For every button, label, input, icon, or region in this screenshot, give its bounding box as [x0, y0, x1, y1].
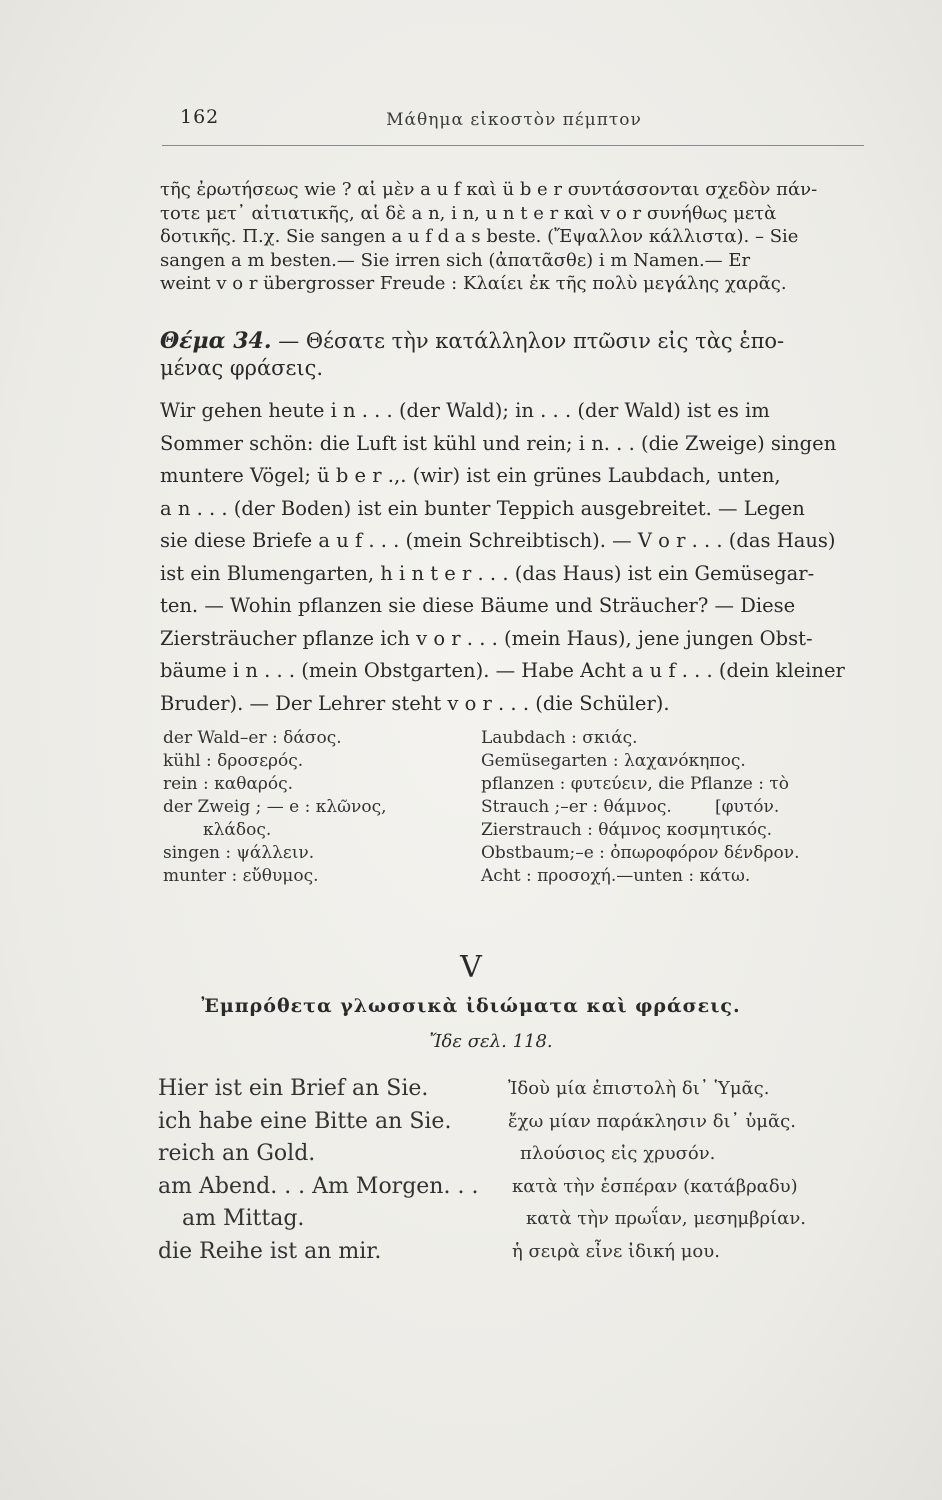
- intro-line: sangen a m besten.— Sie irren sich (ἀπατᾶσθε) i m Namen.— Er: [160, 249, 751, 271]
- exercise-line: bäume i n . . . (mein Obstgarten). — Habe Acht a u f . . . (dein kleiner: [160, 659, 845, 682]
- greek-phrase: ἔχω μίαν παράκλησιν δι᾽ ὑμᾶς.: [508, 1110, 796, 1132]
- exercise-text: [160, 395, 870, 720]
- exercise-line: muntere Vögel; ü b e r .,. (wir) ist ein grünes Laubdach, unten,: [160, 464, 781, 487]
- vocab-entry: Strauch ;–er : θάμνος. [φυτόν.: [481, 797, 780, 817]
- greek-phrase: ἡ σειρὰ εἶνε ἰδική μου.: [512, 1240, 720, 1262]
- german-phrase: ich habe eine Bitte an Sie.: [158, 1108, 452, 1134]
- vocab-entry: rein : καθαρός.: [163, 774, 294, 794]
- vocab-entry: Zierstrauch : θάμνος κοσμητικός.: [481, 820, 773, 840]
- german-phrase: am Abend. . . Am Morgen. . .: [158, 1173, 479, 1199]
- exercise-line: Ziersträucher pflanze ich v o r . . . (mein Haus), jene jungen Obst-: [160, 626, 813, 650]
- page-header: [164, 106, 864, 146]
- running-head: Μάθημα εἰκοστὸν πέμπτον: [386, 110, 642, 130]
- german-phrase: am Mittag.: [182, 1206, 305, 1231]
- german-phrase: die Reihe ist an mir.: [158, 1238, 382, 1264]
- greek-phrase: Ἰδοὺ μία ἐπιστολὴ δι᾽ Ὑμᾶς.: [508, 1078, 770, 1099]
- vocab-entry: munter : εὔθυμος.: [163, 866, 319, 886]
- vocab-entry: der Zweig ; — e : κλῶνος,: [163, 797, 387, 817]
- exercise-instruction: — Θέσατε τὴν κατάλληλον πτῶσιν εἰς τὰς ἑπο-: [271, 329, 785, 353]
- exercise-line: Bruder). — Der Lehrer steht v o r . . . (die Schüler).: [160, 691, 670, 715]
- page-number: 162: [180, 106, 220, 128]
- vocabulary-left-column: [163, 727, 463, 888]
- intro-paragraph: [160, 178, 870, 296]
- greek-phrases: [508, 1073, 888, 1268]
- vocab-entry: der Wald–er : δάσος.: [163, 728, 342, 748]
- vocab-entry: Obstbaum;–e : ὀπωροφόρον δένδρον.: [481, 843, 800, 863]
- exercise-line: Wir gehen heute i n . . . (der Wald); in . . . (der Wald) ist es im: [160, 399, 770, 422]
- exercise-line: sie diese Briefe a u f . . . (mein Schreibtisch). — V o r . . . (das Haus): [160, 529, 836, 552]
- intro-line: τοτε μετ᾽ αἰτιατικῆς, αἱ δὲ a n, i n, u n t e r καὶ v o r συνήθως μετὰ: [160, 202, 777, 224]
- exercise-line: ten. — Wohin pflanzen sie diese Bäume und Sträucher? — Diese: [160, 594, 796, 617]
- vocab-entry: Acht : προσοχή.—unten : κάτω.: [481, 866, 751, 886]
- german-phrase: reich an Gold.: [158, 1141, 316, 1166]
- vocab-entry: pflanzen : φυτεύειν, die Pflanze : τὸ: [481, 774, 790, 794]
- intro-line: τῆς ἐρωτήσεως wie ? αἱ μὲν a u f καὶ ü b e r συντάσσονται σχεδὸν πάν-: [160, 179, 818, 200]
- german-phrase: Hier ist ein Brief an Sie.: [158, 1076, 429, 1101]
- vocab-entry: Laubdach : σκιάς.: [481, 728, 638, 748]
- exercise-line: a n . . . (der Boden) ist ein bunter Teppich ausgebreitet. — Legen: [160, 496, 805, 520]
- vocab-entry: kühl : δροσερός.: [163, 751, 304, 771]
- exercise-heading: [160, 328, 870, 382]
- header-rule: [162, 145, 864, 146]
- vocabulary-right-column: [481, 727, 881, 888]
- greek-phrase: κατὰ τὴν ἑσπέραν (κατάβραδυ): [512, 1175, 798, 1197]
- greek-phrase: πλούσιος εἰς χρυσόν.: [520, 1143, 716, 1164]
- exercise-line: ist ein Blumengarten, h i n t e r . . . (das Haus) ist ein Gemüsegar-: [160, 561, 815, 585]
- vocab-entry: κλάδος.: [203, 820, 272, 840]
- intro-line: δοτικῆς. Π.χ. Sie sangen a u f d a s beste. (Ἔψαλλον κάλλιστα). – Sie: [160, 226, 799, 247]
- section-reference: Ἴδε σελ. 118.: [429, 1031, 553, 1052]
- vocab-entry: Gemüsegarten : λαχανόκηπος.: [481, 751, 746, 771]
- german-phrases: [158, 1073, 508, 1268]
- section-numeral: V: [460, 950, 482, 985]
- vocab-entry: singen : ψάλλειν.: [163, 843, 315, 863]
- exercise-instruction-cont: μένας φράσεις.: [160, 356, 324, 380]
- exercise-line: Sommer schön: die Luft ist kühl und rein; i n. . . (die Zweige) singen: [160, 431, 837, 455]
- section-title: Ἐμπρόθετα γλωσσικὰ ἰδιώματα καὶ φράσεις.: [201, 995, 741, 1017]
- intro-line: weint v o r übergrosser Freude : Κλαίει ἐκ τῆς πολὺ μεγάλης χαρᾶς.: [160, 273, 787, 294]
- greek-phrase: κατὰ τὴν πρωΐαν, μεσημβρίαν.: [526, 1208, 806, 1229]
- exercise-label: Θέμα 34.: [160, 328, 272, 354]
